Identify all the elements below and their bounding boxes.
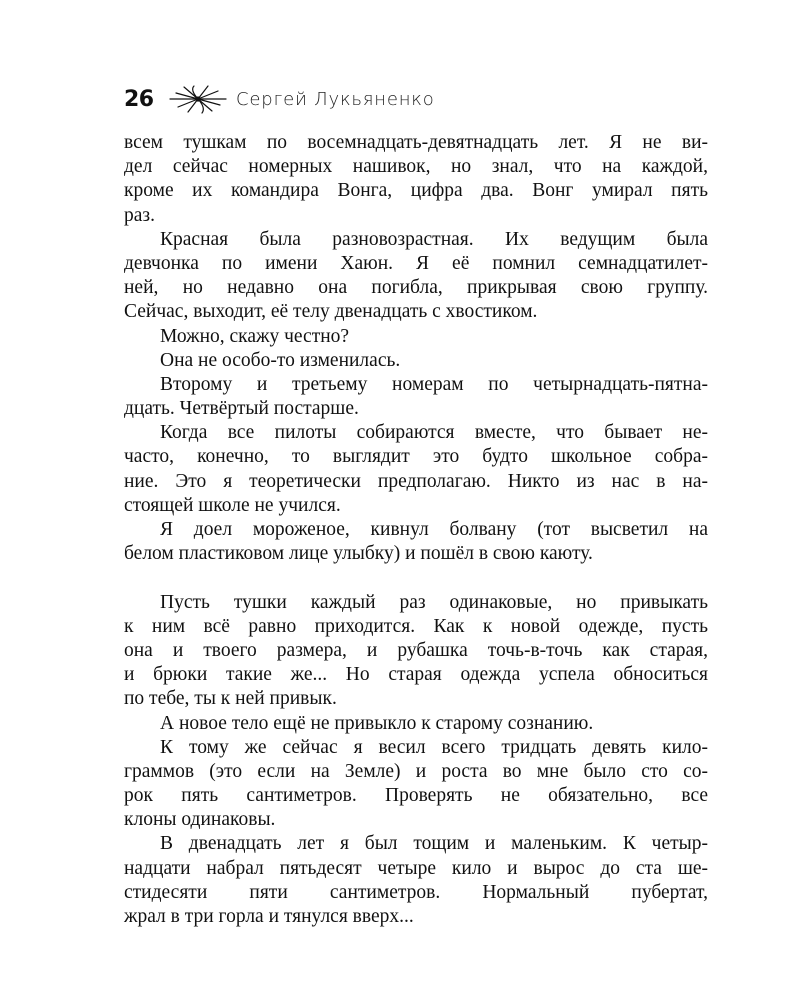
text-line: К тому же сейчас я весил всего тридцать девять кило-: [160, 736, 708, 758]
paragraph: [124, 421, 708, 518]
paragraph: [124, 591, 708, 712]
text-line: часто, конечно, то выглядит это будто школьное собра-: [124, 446, 708, 468]
text-line: Когда все пилоты собираются вместе, что бывает не-: [160, 422, 708, 444]
text-line: Пусть тушки каждый раз одинаковые, но привыкать: [160, 591, 708, 613]
paragraph: [124, 518, 708, 566]
text-line: надцати набрал пятьдесят четыре кило и вырос до ста ше-: [124, 857, 708, 879]
paragraph: [124, 131, 708, 228]
text-line: Сейчас, выходит, её телу двенадцать с хвостиком.: [124, 301, 538, 323]
text-line: и брюки такие же... Но старая одежда успела обноситься: [124, 664, 708, 686]
paragraph: [124, 832, 708, 929]
paragraph: [124, 373, 708, 421]
paragraph: [124, 736, 708, 833]
text-line: она и твоего размера, и рубашка точь-в-точь как старая,: [124, 639, 708, 661]
section-break: [124, 566, 708, 590]
text-line: раз.: [124, 204, 155, 226]
text-line: А новое тело ещё не привыкло к старому сознанию.: [160, 712, 594, 734]
text-line: девчонка по имени Хаюн. Я её помнил семнадцатилет-: [124, 252, 708, 274]
paragraph: [124, 228, 708, 325]
text-line: к ним всё равно приходится. Как к новой одежде, пусть: [124, 615, 708, 637]
text-line: стоящей школе не учился.: [124, 494, 341, 516]
page-number: 26: [124, 87, 154, 112]
author-name: Сергей Лукьяненко: [236, 89, 435, 110]
text-line: Второму и третьему номерам по четырнадцать-пятна-: [160, 373, 708, 395]
paragraph: [124, 349, 708, 373]
text-line: клоны одинаковы.: [124, 809, 276, 831]
text-line: Я доел мороженое, кивнул болвану (тот высветил на: [160, 519, 708, 540]
text-line: белом пластиковом лице улыбку) и пошёл в свою каюту.: [124, 543, 593, 565]
text-line: граммов (это если на Земле) и роста во мне было сто со-: [124, 760, 708, 782]
body-text: [124, 131, 708, 929]
text-line: В двенадцать лет я был тощим и маленьким. К четыр-: [160, 833, 708, 855]
running-header: [124, 84, 684, 118]
paragraph: [124, 325, 708, 349]
text-line: дел сейчас номерных нашивок, но знал, что на каждой,: [124, 156, 708, 178]
text-line: Она не особо-то изменилась.: [160, 349, 401, 371]
paragraph: [124, 712, 708, 736]
text-line: ние. Это я теоретически предполагаю. Никто из нас в на-: [124, 470, 708, 492]
text-line: Красная была разновозрастная. Их ведущим была: [160, 228, 708, 250]
text-line: стидесяти пяти сантиметров. Нормальный пубертат,: [124, 881, 708, 903]
text-line: ней, но недавно она погибла, прикрывая свою группу.: [124, 277, 708, 299]
text-line: жрал в три горла и тянулся вверх...: [124, 906, 414, 927]
text-line: кроме их командира Вонга, цифра два. Вонг умирал пять: [124, 180, 708, 202]
text-line: дцать. Четвёртый постарше.: [124, 398, 359, 420]
text-line: всем тушкам по восемнадцать-девятнадцать лет. Я не ви-: [124, 132, 708, 153]
text-line: Можно, скажу честно?: [160, 325, 350, 347]
text-line: по тебе, ты к ней привык.: [124, 688, 337, 710]
text-line: рок пять сантиметров. Проверять не обязательно, все: [124, 785, 708, 807]
star-burst-icon: [168, 84, 228, 114]
